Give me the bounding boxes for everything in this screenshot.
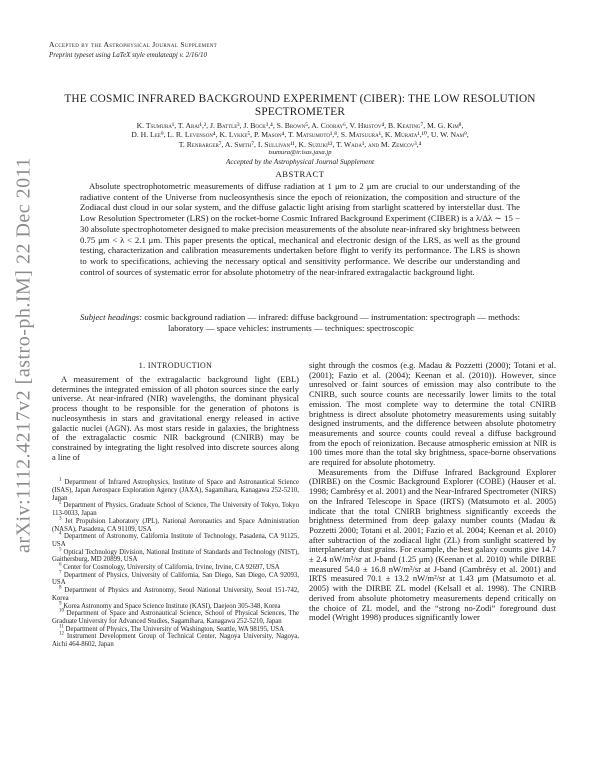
footnote-text: Instrument Development Group of Technical Center, Nagoya University, Nagoya, Aichi 464-8602, Japan (52, 633, 299, 649)
abstract-text: Absolute spectrophotometric measurements of diffuse radiation at 1 μm to 2 μm are crucial to our understanding of the radiative content of the Universe from nucleosynthesis since the epoch of reionization, the composition and structure of the Zodiacal dust cloud in our solar system, and the diffuse galactic light arising from starlight scattered by interstellar dust. The Low Resolution Spectrometer (LRS) on the rocket-borne Cosmic Infrared Background Experiment (CIBER) is a λ/Δλ ∼ 15 − 30 absolute spectrophotometer designed to make precision measurements of the absolute near-infrared sky brightness between 0.75 μm < λ < 2.1 μm. This paper presents the optical, mechanical and electronic design of the LRS, as well as the ground testing, characterization and calibration measurements undertaken before flight to verify its performance. The LRS is shown to work to specifications, achieving the necessary optical and sensitivity performance. We describe our understanding and control of sources of systematic error for absolute photometry of the near-infrared extragalactic background light. (80, 181, 520, 277)
abstract-heading: ABSTRACT (275, 169, 325, 179)
footnote-marker: 3 (59, 516, 62, 522)
accepted-line: Accepted by the Astrophysical Journal Supplement (49, 40, 218, 49)
footnote-text: Department of Physics, Graduate School of Science, The University of Tokyo, Tokyo 113-0033, Japan (52, 502, 299, 518)
affiliation-footnotes (52, 479, 299, 648)
author-line-1: K. Tsumura¹, T. Arai¹,², J. Battle³, J. Bock³,⁴, S. Brown⁵, A. Cooray⁶, V. Hristov⁴, B. Keating⁷, M. G. Kim⁸, (136, 121, 464, 130)
footnote (52, 479, 299, 502)
arxiv-watermark: arXiv:1112.4217v2 [astro-ph.IM] 22 Dec 2011 (12, 157, 35, 553)
footnote-marker: 9 (59, 601, 62, 607)
footnote-text: Optical Technology Division, National Institute of Standards and Technology (NIST), Gaithersburg, MD 20899, USA (52, 548, 299, 564)
footnote-marker: 6 (59, 562, 62, 568)
journal-note: Accepted by the Astrophysical Journal Supplement (225, 157, 375, 166)
footnote-text: Jet Propulsion Laboratory (JPL), National Aeronautics and Space Administration (NASA), Pasadena, CA 91109, USA (52, 517, 299, 533)
footnote-text: Korea Astronomy and Space Science Institute (KASI), Daejeon 305-348, Korea (63, 602, 281, 610)
footnote-marker: 7 (59, 570, 62, 576)
footnote (52, 633, 299, 648)
preprint-line: Preprint typeset using LaTeX style emulateapj v. 2/16/10 (49, 50, 207, 59)
footnote-marker: 1 (59, 478, 62, 484)
footnote-text: Department of Physics and Astronomy, Seoul National University, Seoul 151-742, Korea (52, 587, 299, 602)
subject-headings (80, 312, 520, 333)
footnote-marker: 11 (59, 624, 64, 630)
footnote-text: Department of Infrared Astrophysics, Institute of Space and Astronautical Science (ISAS), Japan Aerospace Exploration Agency (JAXA), Sagamihara, Kanagawa 252-5210, Japan (52, 479, 299, 502)
author-line-3: T. Renbarger⁷, A. Smith⁷, I. Sullivan¹¹, K. Suzuki¹², T. Wada¹, and M. Zemcov³,⁴ (178, 139, 422, 149)
footnote-text: Department of Astronomy, California Institute of Technology, Pasadena, CA 91125, USA (52, 533, 300, 548)
footnote-text: Department of Space and Astronautical Science, School of Physical Sciences, The Graduate University for Advanced Studies, Sagamihara, Kanagawa 252-5210, Japan (52, 610, 299, 625)
subject-headings-text: cosmic background radiation — infrared: diffuse background — instrumentation: spectrograph — methods: laboratory — space vehicles: instruments — techniques: spectroscopic (144, 312, 520, 333)
footnote (52, 549, 299, 564)
journal-header (49, 40, 217, 59)
footnote (52, 533, 299, 548)
footnote-marker: 2 (59, 501, 62, 507)
intro-paragraph-continued: sight through the cosmos (e.g. Madau & Pozzetti (2000); Totani et al. (2001); Fazio et al. (2004); Keenan et al. (2010)). However, since unresolved or faint sources of emission may also contribute to the CNIRB, such source counts are necessarily lower limits to the total emission. The most complete way to determine the total CNIRB brightness is direct absolute photometry measurements using suitably designed instruments, and the difference between absolute photometry measurements and source counts could reveal a diffuse background from the epoch of reionization. Because atmospheric emission at NIR is 100 times more than the total sky brightness, space-borne observations are required for absolute photometry. (309, 360, 556, 468)
footnote (52, 564, 299, 572)
subject-headings-label: Subject headings: (80, 312, 143, 322)
footnote-text: Center for Cosmology, University of California, Irvine, Irvine, CA 92697, USA (63, 564, 280, 572)
footnote-text: Department of Physics, The University of Washington, Seattle, WA 98195, USA (65, 625, 284, 633)
section-1-heading: 1. INTRODUCTION (138, 361, 213, 370)
author-list (20, 121, 580, 149)
footnote-marker: 4 (59, 531, 62, 537)
paper-title: THE COSMIC INFRARED BACKGROUND EXPERIMENT (CIBER): THE LOW RESOLUTION SPECTROMETER (64, 93, 536, 118)
footnote (52, 572, 299, 587)
right-column (309, 361, 556, 623)
intro-paragraph: A measurement of the extragalactic background light (EBL) determines the integrated emission of all photon sources since the early universe. At near-infrared (NIR) wavelengths, the dominant physical process thought to be responsible for the generation of photons is nucleosynthesis in stars and gravitational energy released in active galactic nuclei (AGN). As most stars reside in galaxies, the brightness of the extragalactic cosmic NIR background (CNIRB) may be constrained by integrating the light resolved into discrete sources along a line of (52, 374, 299, 462)
footnote-marker: 8 (59, 585, 62, 591)
footnote-marker: 10 (59, 609, 64, 615)
author-line-2: D. H. Lee⁹, L. R. Levenson⁴, K. Lykke⁵, P. Mason⁴, T. Matsumoto¹,⁸, S. Matsuura¹, K. Murata¹,¹⁰, U. W. Nam⁹, (131, 130, 469, 140)
footnote (52, 610, 299, 625)
footnote (52, 518, 299, 533)
footnote-marker: 5 (59, 547, 62, 553)
footnote (52, 587, 299, 602)
footnote (52, 502, 299, 517)
measurements-paragraph: Measurements from the Diffuse Infrared Background Explorer (DIRBE) on the Cosmic Background Explorer (COBE) (Hauser et al. 1998; Cambrésy et al. 2001) and the Near-Infrared Spectrometer (NIRS) on the Infrared Telescope in Space (IRTS) (Matsumoto et al. 2005) indicate that the total CNIRB brightness significantly exceeds the brightness determined from deep galaxy number counts (Madau & Pozzetti 2000; Totani et al. 2001; Fazio et al. 2004; Keenan et al. 2010) after subtraction of the zodiacal light (ZL) from sunlight scattered by interplanetary dust grains. For example, the best galaxy counts give 14.7 ± 2.4 nW/m²/sr at J-band (1.25 μm) (Keenan et al. 2010) while DIRBE measured 54.0 ± 16.8 nW/m²/sr at J-band (Cambrésy et al. 2001) and IRTS measured 70.1 ± 13.2 nW/m²/sr at 1.43 μm (Matsumoto et al. 2005) with the DIRBE ZL model (Kelsall et al. 1998). The CNIRB derived from absolute photometry measurements depend critically on the choice of ZL model, and the “strong no-Zodi” foreground dust model (Wright 1998) produces significantly lower (309, 466, 556, 623)
footnote-text: Department of Physics, University of California, San Diego, San Diego, CA 92093, USA (52, 571, 300, 587)
footnote-marker: 12 (59, 632, 64, 638)
left-column (52, 361, 299, 649)
contact-email: tsumura@ir.isas.jaxa.jp (268, 149, 332, 156)
